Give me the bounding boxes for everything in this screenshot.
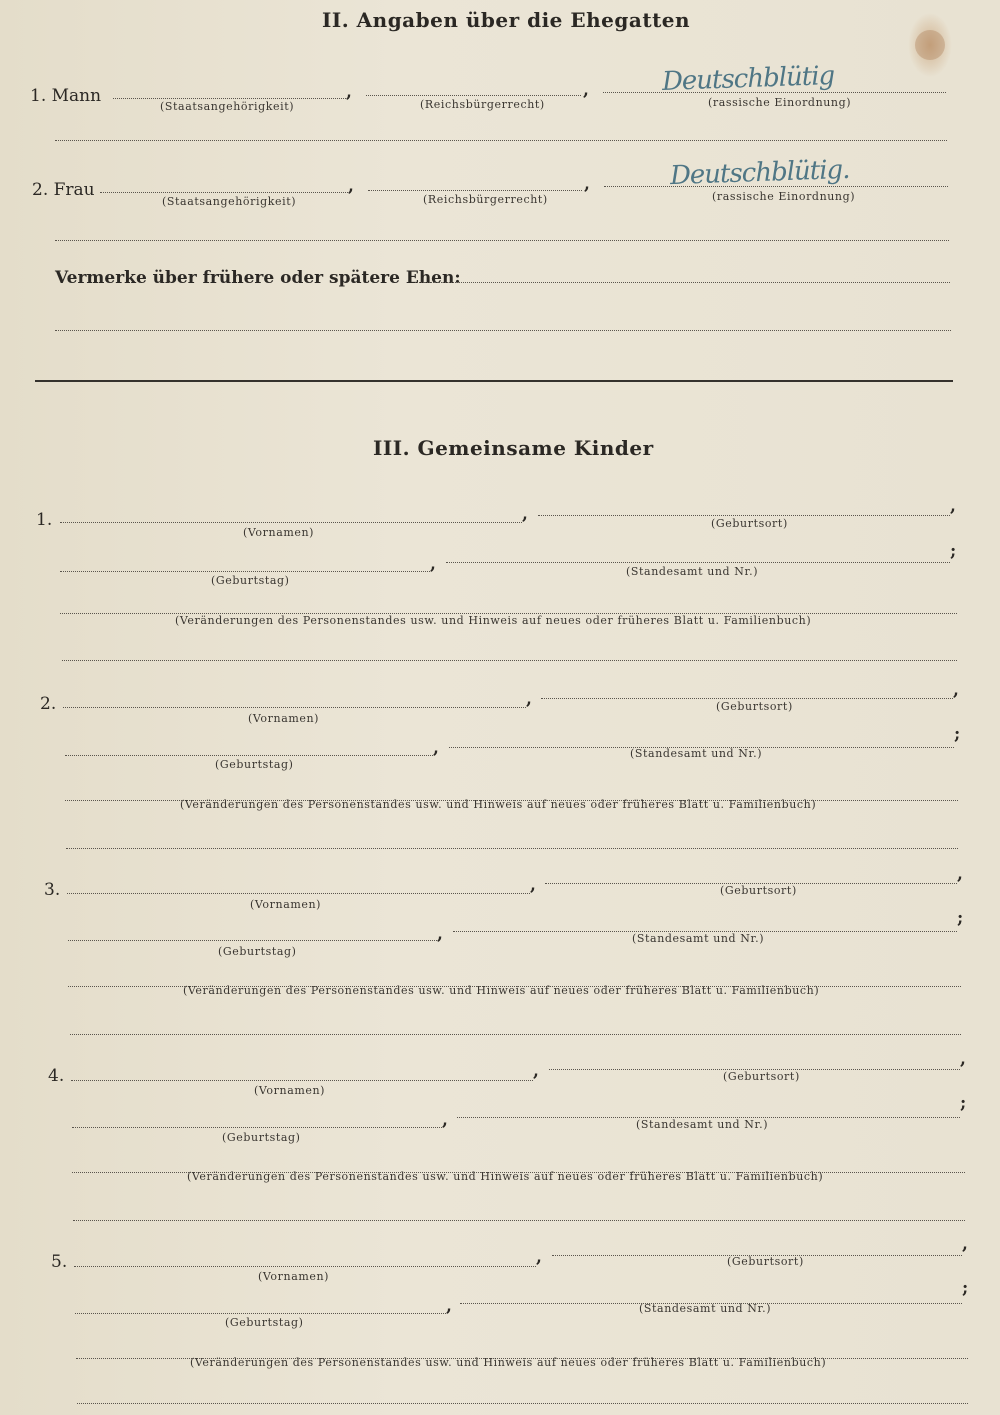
caption-birthdate: (Geburtstag) [225, 1316, 304, 1329]
separator-comma: , [584, 174, 590, 194]
marriage-notes-label: Vermerke über frühere oder spätere Ehen: [55, 268, 461, 288]
child-birthdate-field[interactable] [68, 940, 437, 941]
caption-birthplace: (Geburtsort) [716, 700, 793, 713]
child-registry-field[interactable] [446, 562, 950, 563]
caption-registry: (Standesamt und Nr.) [632, 932, 765, 945]
child-firstnames-field[interactable] [71, 1080, 533, 1081]
child-number: 3. [44, 880, 61, 900]
caption-registry: (Standesamt und Nr.) [626, 565, 759, 578]
caption-registry: (Standesamt und Nr.) [636, 1118, 769, 1131]
child-firstnames-field[interactable] [67, 893, 530, 894]
caption-changes: (Veränderungen des Personenstandes usw. und Hinweis auf neues oder früheres Blatt u. Familienbuch) [180, 798, 817, 811]
separator-comma: , [526, 689, 532, 709]
separator-comma: , [442, 1110, 448, 1130]
child-birthdate-field[interactable] [72, 1127, 442, 1128]
wife-citizenship-field[interactable] [100, 192, 348, 193]
separator-semicolon: ; [962, 1278, 969, 1298]
husband-citizenship-field[interactable] [113, 98, 346, 99]
separator-comma: , [957, 864, 963, 884]
caption-reich-citizenship: (Reichsbürgerrecht) [420, 98, 545, 111]
separator-semicolon: ; [954, 724, 961, 744]
child-birthplace-field[interactable] [538, 515, 950, 516]
caption-changes: (Veränderungen des Personenstandes usw. und Hinweis auf neues oder früheres Blatt u. Familienbuch) [190, 1356, 827, 1369]
child-birthdate-field[interactable] [75, 1313, 446, 1314]
separator-comma: , [953, 680, 959, 700]
caption-birthdate: (Geburtstag) [218, 945, 297, 958]
caption-birthplace: (Geburtsort) [723, 1070, 800, 1083]
separator-comma: , [430, 554, 436, 574]
separator-comma: , [530, 875, 536, 895]
caption-registry: (Standesamt und Nr.) [630, 747, 763, 760]
separator-semicolon: ; [957, 908, 964, 928]
husband-reich-citizenship-field[interactable] [366, 95, 581, 96]
caption-firstnames: (Vornamen) [243, 526, 315, 539]
child-firstnames-field[interactable] [60, 522, 522, 523]
caption-birthplace: (Geburtsort) [711, 517, 788, 530]
caption-firstnames: (Vornamen) [250, 898, 322, 911]
caption-birthdate: (Geburtstag) [211, 574, 290, 587]
separator-comma: , [522, 504, 528, 524]
child-firstnames-field[interactable] [63, 707, 526, 708]
section-divider [35, 380, 953, 382]
marriage-notes-field[interactable] [415, 282, 950, 283]
caption-firstnames: (Vornamen) [254, 1084, 326, 1097]
caption-racial-classification: (rassische Einordnung) [708, 96, 852, 109]
separator-comma: , [533, 1061, 539, 1081]
separator-semicolon: ; [960, 1093, 967, 1113]
child-changes-line-2[interactable] [62, 660, 957, 661]
caption-birthplace: (Geburtsort) [727, 1255, 804, 1268]
separator-comma: , [437, 924, 443, 944]
wife-extra-line[interactable] [55, 240, 949, 241]
separator-comma: , [583, 80, 589, 100]
separator-comma: , [446, 1296, 452, 1316]
wife-reich-citizenship-field[interactable] [368, 190, 582, 191]
child-firstnames-field[interactable] [74, 1266, 536, 1267]
separator-comma: , [536, 1247, 542, 1267]
separator-comma: , [433, 738, 439, 758]
caption-birthplace: (Geburtsort) [720, 884, 797, 897]
section-title-children: III. Gemeinsame Kinder [373, 436, 654, 460]
caption-changes: (Veränderungen des Personenstandes usw. und Hinweis auf neues oder früheres Blatt u. Familienbuch) [183, 984, 820, 997]
caption-birthdate: (Geburtstag) [215, 758, 294, 771]
paper-stain [915, 30, 945, 60]
caption-citizenship: (Staatsangehörigkeit) [162, 195, 297, 208]
separator-comma: , [962, 1234, 968, 1254]
child-changes-line-2[interactable] [77, 1403, 968, 1404]
separator-comma: , [346, 82, 352, 102]
wife-label: 2. Frau [32, 180, 95, 200]
separator-comma: , [348, 176, 354, 196]
caption-firstnames: (Vornamen) [258, 1270, 330, 1283]
caption-reich-citizenship: (Reichsbürgerrecht) [423, 193, 548, 206]
caption-racial-classification: (rassische Einordnung) [712, 190, 856, 203]
child-number: 1. [36, 510, 53, 530]
husband-handwritten-entry: Deutschblütig [661, 61, 835, 97]
child-changes-line-2[interactable] [73, 1220, 965, 1221]
section-title-spouses: II. Angaben über die Ehegatten [322, 8, 691, 32]
child-changes-line-2[interactable] [66, 848, 958, 849]
caption-firstnames: (Vornamen) [248, 712, 320, 725]
husband-extra-line[interactable] [55, 140, 947, 141]
caption-registry: (Standesamt und Nr.) [639, 1302, 772, 1315]
marriage-notes-line-2[interactable] [55, 330, 951, 331]
separator-comma: , [950, 496, 956, 516]
child-number: 2. [40, 694, 57, 714]
wife-handwritten-entry: Deutschblütig. [669, 154, 850, 192]
caption-birthdate: (Geburtstag) [222, 1131, 301, 1144]
husband-label: 1. Mann [30, 86, 102, 106]
separator-semicolon: ; [950, 541, 957, 561]
child-number: 4. [48, 1066, 65, 1086]
caption-changes: (Veränderungen des Personenstandes usw. und Hinweis auf neues oder früheres Blatt u. Familienbuch) [175, 614, 812, 627]
child-birthdate-field[interactable] [65, 755, 433, 756]
separator-comma: , [960, 1049, 966, 1069]
child-birthdate-field[interactable] [60, 571, 430, 572]
child-number: 5. [51, 1252, 68, 1272]
child-changes-line-2[interactable] [70, 1034, 961, 1035]
child-birthplace-field[interactable] [541, 698, 953, 699]
caption-changes: (Veränderungen des Personenstandes usw. und Hinweis auf neues oder früheres Blatt u. Familienbuch) [187, 1170, 824, 1183]
caption-citizenship: (Staatsangehörigkeit) [160, 100, 295, 113]
